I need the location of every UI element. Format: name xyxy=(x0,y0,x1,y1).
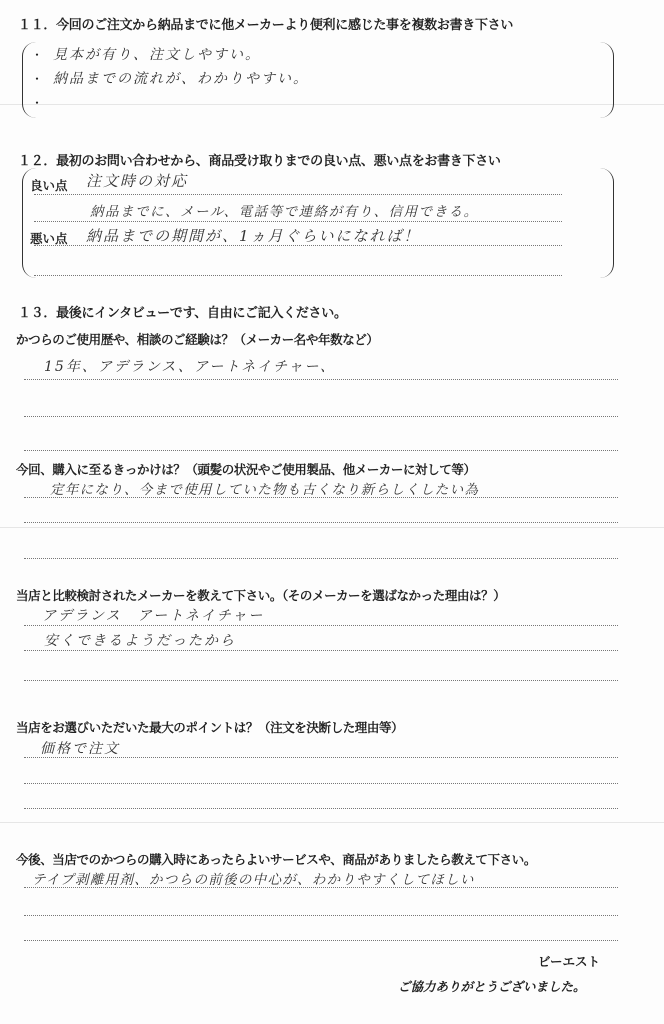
paper-fold xyxy=(0,527,664,528)
q12-title: １２．最初のお問い合わせから、商品受け取りまでの良い点、悪い点をお書き下さい xyxy=(18,154,501,169)
thanks-message: ご協力ありがとうございました。 xyxy=(398,979,586,994)
answer-line xyxy=(24,887,618,888)
company-name: ビーエスト xyxy=(538,954,601,969)
q13-question-5: 今後、当店でのかつらの購入時にあったらよいサービスや、商品がありましたら教えて下さい。 xyxy=(16,852,536,867)
answer-line xyxy=(24,625,618,626)
q11-answer-box xyxy=(22,42,614,118)
q11-title: １１．今回のご注文から納品までに他メーカーより便利に感じた事を複数お書き下さい xyxy=(18,18,514,33)
bullet: ・ xyxy=(31,96,44,110)
q13-question-2: 今回、購入に至るきっかけは？（頭髪の状況やご使用製品、他メーカーに対して等） xyxy=(16,462,476,477)
answer-line xyxy=(24,416,618,417)
answer-line xyxy=(24,940,618,941)
answer-line xyxy=(24,497,618,498)
answer-line xyxy=(34,221,562,222)
q13-answer-1-1: 15年、アデランス、アートネイチャー、 xyxy=(44,359,336,375)
answer-line xyxy=(24,915,618,916)
answer-line xyxy=(24,757,618,758)
q13-answer-3-1: アデランス アートネイチャー xyxy=(42,608,265,624)
bad-point-label: 悪い点 xyxy=(30,231,68,246)
answer-line xyxy=(24,450,618,451)
answer-line xyxy=(24,558,618,559)
q13-question-4: 当店をお選びいただいた最大のポイントは？（注文を決断した理由等） xyxy=(16,720,404,735)
answer-line xyxy=(24,522,618,523)
paper-fold xyxy=(0,822,664,823)
q13-answer-4-1: 価格で注文 xyxy=(40,741,120,757)
bad-point-answer: 納品までの期間が、1ヵ月ぐらいになれば！ xyxy=(86,227,421,245)
answer-line xyxy=(34,194,562,195)
q11-answer-2: 納品までの流れが、わかりやすい。 xyxy=(53,71,309,87)
answer-line xyxy=(34,245,562,246)
bullet: ・ xyxy=(31,72,44,86)
q11-answer-1: 見本が有り、注文しやすい。 xyxy=(53,47,261,63)
bullet: ・ xyxy=(31,48,44,62)
good-point-answer-1: 注文時の対応 xyxy=(86,172,189,190)
answer-line xyxy=(24,379,618,380)
good-point-label: 良い点 xyxy=(30,178,68,193)
good-point-answer-2: 納品までに、メール、電話等で連絡が有り、信用できる。 xyxy=(90,204,479,220)
q13-answer-5-1: テイプ剥離用剤、かつらの前後の中心が、わかりやすくしてほしい xyxy=(32,872,475,888)
answer-line xyxy=(24,680,618,681)
answer-line xyxy=(24,783,618,784)
answer-line xyxy=(24,650,618,651)
answer-line xyxy=(34,275,562,276)
q13-question-3: 当店と比較検討されたメーカーを教えて下さい。（そのメーカーを選ばなかった理由は？） xyxy=(16,588,506,603)
q13-question-1: かつらのご使用歴や、相談のご経験は？（メーカー名や年数など） xyxy=(16,332,379,347)
q13-answer-3-2: 安くできるようだったから xyxy=(44,633,236,649)
q13-answer-2-1: 定年になり、今まで使用していた物も古くなり新らしくしたい為 xyxy=(50,482,480,498)
answer-line xyxy=(24,808,618,809)
q13-title: １３．最後にインタビューです、自由にご記入ください。 xyxy=(18,306,347,321)
